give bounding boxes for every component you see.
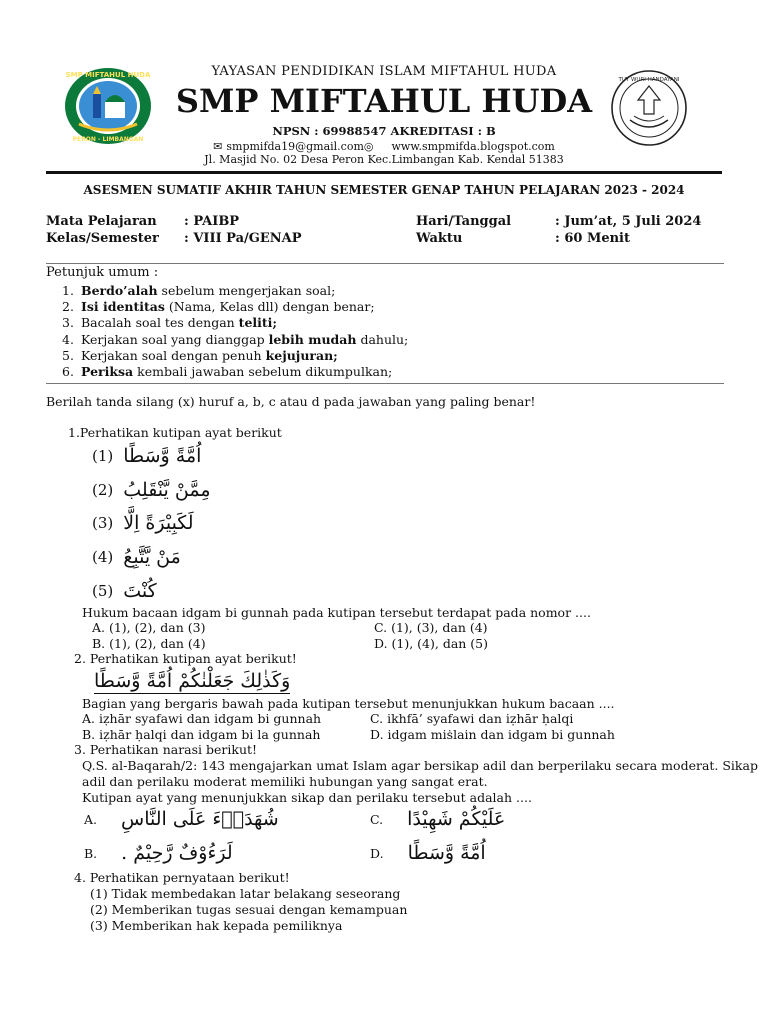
list-item: 5. Kerjakan soal dengan penuh kejujuran;	[62, 347, 338, 363]
q1-stem: 1.Perhatikan kutipan ayat berikut	[68, 425, 282, 440]
q1-item-1: (1) اُمَّةً وَّسَطًا	[92, 445, 202, 467]
svg-text:TUT WURI HANDAYANI: TUT WURI HANDAYANI	[618, 77, 680, 83]
q1-option-c[interactable]: C. (1), (3), dan (4)	[374, 620, 488, 635]
exam-title: ASESMEN SUMATIF AKHIR TAHUN SEMESTER GENAP TAHUN PELAJARAN 2023 - 2024	[83, 183, 685, 197]
q3-narrative-line1: Q.S. al-Baqarah/2: 143 mengajarkan umat Islam agar bersikap adil dan berperilaku secara moderat. Sikap	[82, 758, 758, 773]
instructions-list	[62, 283, 408, 380]
q2-arabic-verse: وَكَذٰلِكَ جَعَلْنٰكُمْ اُمَّةً وَّسَطًا	[94, 670, 291, 692]
time-label: Waktu	[416, 231, 463, 246]
q3-question: Kutipan ayat yang menunjukkan sikap dan perilaku tersebut adalah ....	[82, 790, 532, 805]
globe-icon: ◎	[363, 140, 374, 153]
instructions-divider	[46, 383, 724, 384]
q2-option-c[interactable]: C. ikhfā’ syafawi dan iẓhār ḥalqi	[370, 711, 574, 726]
email-icon: ✉	[213, 140, 223, 153]
q2-option-b[interactable]: B. iẓhār ḥalqi dan idgam bi la gunnah	[82, 727, 321, 742]
q3-option-a[interactable]: A. شُهَدَاۤءَ عَلَى النَّاسِ	[84, 808, 279, 830]
q4-statement-2: (2) Memberikan tugas sesuai dengan kemampuan	[90, 902, 408, 917]
contact-line	[0, 140, 768, 153]
email-text: smpmifda19@gmail.com	[226, 140, 364, 153]
q3-option-d[interactable]: D. اُمَّةً وَّسَطًا	[370, 842, 486, 864]
list-item: 1. Berdo’alah sebelum mengerjakan soal;	[62, 283, 336, 298]
q1-option-a[interactable]: A. (1), (2), dan (3)	[92, 620, 206, 635]
q4-statement-3: (3) Memberikan hak kepada pemiliknya	[90, 918, 343, 933]
q3-option-c[interactable]: C. عَلَيْكُمْ شَهِيْدًا	[370, 808, 506, 830]
q1-item-2: (2) مِمَّنْ يَّنْقَلِبُ	[92, 479, 211, 501]
q4-statement-1: (1) Tidak membedakan latar belakang seseorang	[90, 886, 401, 901]
q3-option-b[interactable]: B. لَرَءُوْفٌ رَّحِيْمٌ .	[84, 842, 233, 864]
q1-item-5: (5) كُنْتَ	[92, 580, 157, 602]
instructions-title: Petunjuk umum :	[46, 265, 159, 280]
q1-item-3: (3) لَكَبِيْرَةً اِلَّا	[92, 512, 194, 534]
school-address: Jl. Masjid No. 02 Desa Peron Kec.Limbangan Kab. Kendal 51383	[204, 153, 564, 166]
class-value: : VIII Pa/GENAP	[184, 231, 302, 246]
class-label: Kelas/Semester	[46, 231, 159, 246]
subject-label: Mata Pelajaran	[46, 214, 157, 229]
list-item: 3. Bacalah soal tes dengan teliti;	[62, 315, 278, 331]
q1-item-4: (4) مَنْ يَّتَّبِعُ	[92, 546, 181, 568]
list-item: 2. Isi identitas (Nama, Kelas dll) dengan benar;	[62, 299, 375, 315]
list-item: 4. Kerjakan soal yang dianggap lebih mudah dahulu;	[62, 331, 409, 347]
website-text: www.smpmifda.blogspot.com	[391, 140, 555, 153]
q1-option-b[interactable]: B. (1), (2), dan (4)	[92, 636, 206, 651]
general-instruction: Berilah tanda silang (x) huruf a, b, c atau d pada jawaban yang paling benar!	[46, 394, 536, 409]
npsn-accreditation: NPSN : 69988547 AKREDITASI : B	[272, 124, 496, 138]
q2-question: Bagian yang bergaris bawah pada kutipan tersebut menunjukkan hukum bacaan ....	[82, 696, 615, 711]
list-item: 6. Periksa kembali jawaban sebelum dikumpulkan;	[62, 364, 393, 380]
subject-value: : PAIBP	[184, 214, 240, 229]
q3-narrative-line2: adil dan perilaku moderat memiliki hubungan yang sangat erat.	[82, 774, 488, 789]
date-value: : Jum’at, 5 Juli 2024	[555, 214, 702, 229]
q2-stem: 2. Perhatikan kutipan ayat berikut!	[74, 651, 297, 666]
q2-option-a[interactable]: A. iẓhār syafawi dan idgam bi gunnah	[82, 711, 322, 726]
q3-stem: 3. Perhatikan narasi berikut!	[74, 742, 258, 757]
q1-option-d[interactable]: D. (1), (4), dan (5)	[374, 636, 489, 651]
school-name: SMP MIFTAHUL HUDA	[175, 82, 593, 120]
q2-option-d[interactable]: D. idgam miṡlain dan idgam bi gunnah	[370, 727, 615, 742]
date-label: Hari/Tanggal	[416, 214, 512, 229]
svg-text:SMP MIFTAHUL HUDA: SMP MIFTAHUL HUDA	[65, 71, 151, 79]
header-divider	[46, 171, 722, 174]
foundation-name: YAYASAN PENDIDIKAN ISLAM MIFTAHUL HUDA	[211, 64, 557, 79]
time-value: : 60 Menit	[555, 231, 630, 246]
q4-stem: 4. Perhatikan pernyataan berikut!	[74, 870, 290, 885]
svg-text:PERON - LIMBANGAN: PERON - LIMBANGAN	[72, 136, 144, 143]
meta-divider	[46, 263, 724, 264]
q1-question: Hukum bacaan idgam bi gunnah pada kutipan tersebut terdapat pada nomor ....	[82, 605, 591, 620]
